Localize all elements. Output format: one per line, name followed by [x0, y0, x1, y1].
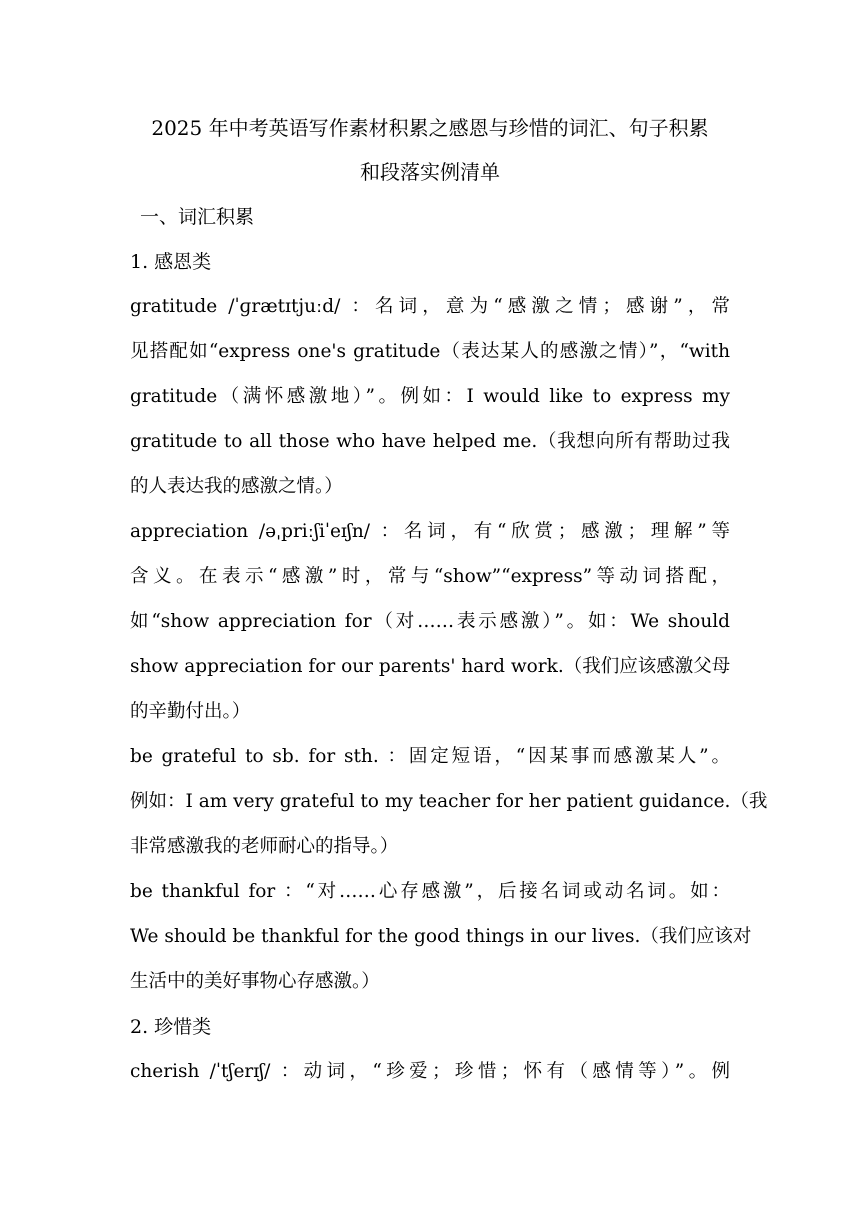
- document-title-line-1: 2025 年中考英语写作素材积累之感恩与珍惜的词汇、句子积累: [151, 116, 709, 140]
- body-line: 如“show appreciation for（对……表示感激）”。如：We should: [130, 611, 730, 632]
- document-title-line-2: 和段落实例清单: [360, 160, 500, 184]
- body-line: be grateful to sb. for sth. ：固定短语，“因某事而感激某人”。: [130, 746, 730, 767]
- body-line: gratitude /ˈɡrætɪtjuːd/ ：名词，意为“感激之情；感谢”，常: [130, 296, 730, 317]
- body-line: 非常感激我的老师耐心的指导。）: [130, 836, 399, 857]
- body-line: 例如：I am very grateful to my teacher for her patient guidance.（我: [130, 791, 768, 812]
- body-line: 见搭配如“express one's gratitude（表达某人的感激之情）”，“with: [130, 341, 730, 362]
- body-line: 的辛勤付出。）: [130, 701, 251, 722]
- body-line: cherish /ˈtʃerɪʃ/ ：动词，“珍爱；珍惜；怀有（感情等）”。例: [130, 1061, 730, 1082]
- body-line: show appreciation for our parents' hard work.（我们应该感激父母: [130, 656, 731, 677]
- subsection-heading-gratitude: 1. 感恩类: [130, 251, 212, 273]
- body-line: 含义。在表示“感激”时，常与“show”“express”等动词搭配，: [130, 566, 730, 587]
- section-heading-vocabulary: 一、词汇积累: [140, 206, 255, 228]
- subsection-heading-cherish: 2. 珍惜类: [130, 1016, 212, 1038]
- body-line: be thankful for ：“对……心存感激”，后接名词或动名词。如：: [130, 881, 730, 902]
- body-line: gratitude（满怀感激地）”。例如：I would like to express my: [130, 386, 730, 407]
- body-line: 的人表达我的感激之情。）: [130, 476, 343, 497]
- body-line: 生活中的美好事物心存感激。）: [130, 971, 380, 992]
- body-line: gratitude to all those who have helped me.（我想向所有帮助过我: [130, 431, 730, 452]
- body-line: appreciation /əˌpriːʃiˈeɪʃn/ ：名词，有“欣赏；感激；理解”等: [130, 521, 730, 542]
- body-line: We should be thankful for the good things in our lives.（我们应该对: [130, 926, 752, 947]
